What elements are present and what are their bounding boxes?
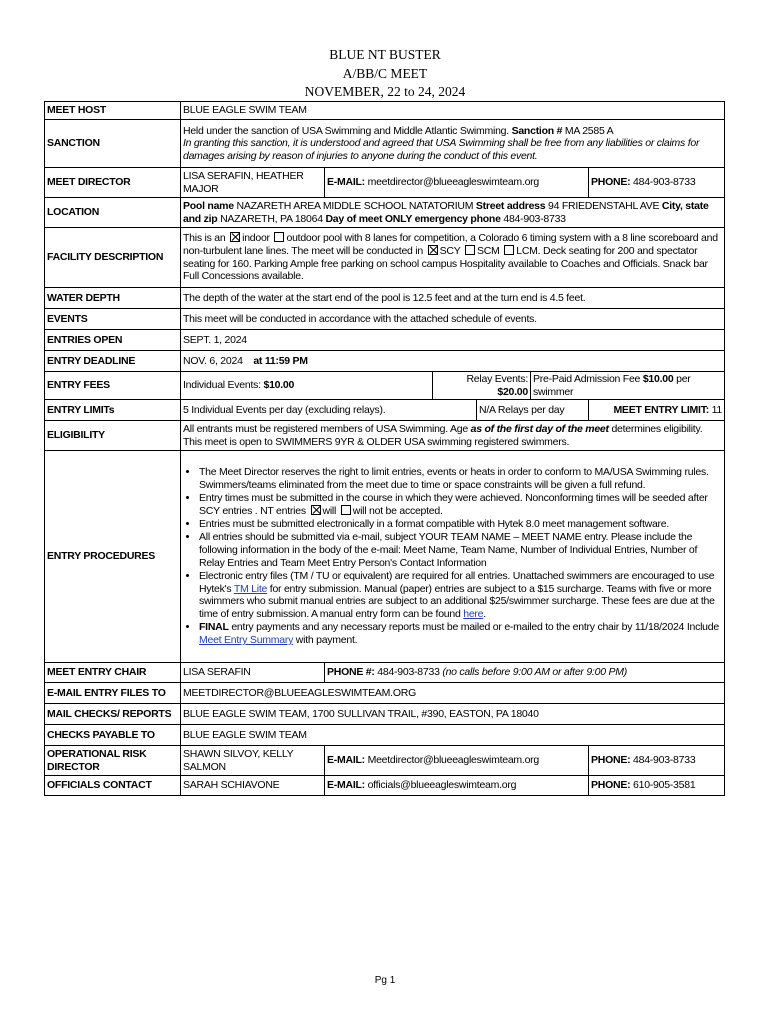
officials-contact-email bbox=[325, 776, 589, 796]
entry-deadline-time: at 11:59 PM bbox=[253, 354, 308, 367]
facility-value bbox=[181, 228, 725, 288]
row-water-depth bbox=[45, 288, 725, 309]
row-email-entry bbox=[45, 683, 725, 704]
individual-fee-value: $10.00 bbox=[263, 379, 295, 392]
meet-entry-limit bbox=[589, 400, 725, 421]
procedure-text: All entries should be submitted via e-mail, subject YOUR TEAM NAME – MEET NAME entry. Please include the following information in the body of the e-mail: Meet Name, Team Name, Number of Individual Entries, Number of Relay Entries and Team Meet Entry Person's Contact Information bbox=[199, 530, 698, 569]
meet-director-email-value: meetdirector@blueeagleswimteam.org bbox=[367, 176, 539, 189]
officials-contact-phone bbox=[589, 776, 725, 796]
water-depth-label: WATER DEPTH bbox=[45, 288, 181, 309]
scy-checkbox[interactable] bbox=[428, 245, 438, 255]
officials-contact-label: OFFICIALS CONTACT bbox=[45, 776, 181, 796]
individual-fee-label: Individual Events: bbox=[183, 379, 261, 392]
entry-procedures-label: ENTRY PROCEDURES bbox=[45, 451, 181, 663]
procedure-item bbox=[199, 621, 722, 647]
meet-director-name: LISA SERAFIN, HEATHER MAJOR bbox=[181, 168, 325, 198]
mail-checks-value: BLUE EAGLE SWIM TEAM, 1700 SULLIVAN TRAIL, #390, EASTON, PA 18040 bbox=[181, 704, 725, 725]
operational-risk-phone bbox=[589, 746, 725, 776]
procedure-text: will bbox=[322, 505, 337, 518]
eligibility-label: ELIGIBILITY bbox=[45, 421, 181, 451]
meet-director-label: MEET DIRECTOR bbox=[45, 168, 181, 198]
procedure-text: for entry submission. Manual (paper) entries are subject to a $15 surcharge. Teams with five or more swimmers who submit manual entries are subject to an additional $25/swimmer surcharge. These fees are due at the time of entry submission. A manual entry form can be found bbox=[199, 582, 715, 621]
prepaid-admission-label: Pre-Paid Admission Fee bbox=[533, 373, 641, 385]
sanction-disclaimer: In granting this sanction, it is understood and agreed that USA Swimming shall be free from any liabilities or claims for damages arising by reason of injuries to anyone during the conduct of this event. bbox=[183, 137, 700, 162]
operational-risk-label: OPERATIONAL RISK DIRECTOR bbox=[45, 746, 181, 776]
sanction-number: MA 2585 A bbox=[564, 124, 614, 137]
entries-open-value: SEPT. 1, 2024 bbox=[181, 330, 725, 351]
day-of-meet-phone: 484-903-8733 bbox=[503, 212, 566, 225]
officials-contact-phone-value: 610-905-3581 bbox=[633, 779, 696, 792]
procedure-item bbox=[199, 492, 722, 518]
row-entry-fees bbox=[45, 372, 725, 400]
row-events bbox=[45, 309, 725, 330]
meet-entry-chair-call-note: (no calls before 9:00 AM or after 9:00 PM) bbox=[442, 666, 627, 679]
procedure-item bbox=[199, 570, 722, 622]
city-value: NAZARETH, PA 18064 bbox=[220, 212, 323, 225]
row-checks-payable bbox=[45, 725, 725, 746]
row-entries-open bbox=[45, 330, 725, 351]
entry-deadline-label: ENTRY DEADLINE bbox=[45, 351, 181, 372]
row-sanction bbox=[45, 120, 725, 168]
row-entry-procedures bbox=[45, 451, 725, 663]
relay-fee-label: Relay Events: bbox=[466, 373, 528, 385]
manual-entry-form-link[interactable]: here bbox=[463, 608, 484, 621]
meet-entry-chair-phone bbox=[325, 663, 725, 683]
row-officials-contact bbox=[45, 776, 725, 796]
procedure-item bbox=[199, 518, 722, 531]
meet-title-line-3: NOVEMBER, 22 to 24, 2024 bbox=[304, 84, 466, 99]
sanction-number-label: Sanction # bbox=[511, 124, 563, 137]
officials-contact-email-value: officials@blueeagleswimteam.org bbox=[367, 779, 517, 792]
procedure-text: Entry times must be submitted in the course in which they were achieved. Nonconforming times will be seeded after SCY entries . NT entries bbox=[199, 492, 708, 518]
procedure-text: The Meet Director reserves the right to limit entries, events or heats in order to conform to MA/USA Swimming rules. Swimmers/teams eliminated from the meet due to time or space constraints will be given a full refund. bbox=[199, 466, 709, 492]
facility-intro: This is an bbox=[183, 232, 226, 245]
scy-text: SCY bbox=[439, 244, 461, 257]
water-depth-value: The depth of the water at the start end of the pool is 12.5 feet and at the turn end is 4.5 feet. bbox=[181, 288, 725, 309]
prepaid-admission bbox=[531, 372, 725, 400]
procedure-text: Entries must be submitted electronically in a format compatible with Hytek 8.0 meet management software. bbox=[199, 517, 670, 530]
nt-will-not-checkbox[interactable] bbox=[341, 505, 351, 515]
row-meet-entry-chair bbox=[45, 663, 725, 683]
relay-fee-value: $20.00 bbox=[497, 385, 528, 398]
sanction-text: Held under the sanction of USA Swimming and Middle Atlantic Swimming. bbox=[183, 124, 509, 137]
facility-label: FACILITY DESCRIPTION bbox=[45, 228, 181, 288]
officials-contact-phone-label: PHONE: bbox=[591, 779, 631, 792]
row-facility bbox=[45, 228, 725, 288]
street-address: 94 FRIEDENSTAHL AVE bbox=[548, 199, 660, 212]
email-entry-value: MEETDIRECTOR@BLUEEAGLESWIMTEAM.ORG bbox=[181, 683, 725, 704]
eligibility-text-2: determines eligibility. This meet is open to SWIMMERS 9YR & OLDER USA swimming registered swimmers. bbox=[183, 423, 703, 448]
row-location bbox=[45, 198, 725, 228]
operational-risk-email-label: E-MAIL: bbox=[327, 754, 365, 767]
meet-director-email-label: E-MAIL: bbox=[327, 176, 365, 189]
row-meet-director bbox=[45, 168, 725, 198]
checks-payable-value: BLUE EAGLE SWIM TEAM bbox=[181, 725, 725, 746]
row-mail-checks bbox=[45, 704, 725, 725]
officials-contact-email-label: E-MAIL: bbox=[327, 779, 365, 792]
street-address-label: Street address bbox=[475, 199, 546, 212]
operational-risk-phone-value: 484-903-8733 bbox=[633, 754, 696, 767]
meet-host-label: MEET HOST bbox=[45, 102, 181, 120]
row-meet-host bbox=[45, 102, 725, 120]
procedure-item bbox=[199, 466, 722, 492]
procedure-text: entry payments and any necessary reports must be mailed or e-mailed to the entry chair by 11/18/2024 Include bbox=[231, 621, 719, 634]
entry-limits-label: ENTRY LIMITs bbox=[45, 400, 181, 421]
individual-fee bbox=[181, 372, 433, 400]
officials-contact-name: SARAH SCHIAVONE bbox=[181, 776, 325, 796]
pool-name-label: Pool name bbox=[183, 199, 234, 212]
sanction-value bbox=[181, 120, 725, 168]
eligibility-text-1: All entrants must be registered members of USA Swimming. Age bbox=[183, 423, 468, 436]
entries-open-label: ENTRIES OPEN bbox=[45, 330, 181, 351]
day-of-meet-phone-label: Day of meet ONLY emergency phone bbox=[325, 212, 501, 225]
nt-will-checkbox[interactable] bbox=[311, 505, 321, 515]
meet-entry-chair-label: MEET ENTRY CHAIR bbox=[45, 663, 181, 683]
scm-checkbox[interactable] bbox=[465, 245, 475, 255]
events-label: EVENTS bbox=[45, 309, 181, 330]
meet-entry-limit-label: MEET ENTRY LIMIT: bbox=[613, 403, 709, 416]
prepaid-admission-suffix: per swimmer bbox=[533, 373, 691, 398]
operational-risk-email-value: Meetdirector@blueeagleswimteam.org bbox=[367, 754, 539, 767]
operational-risk-email bbox=[325, 746, 589, 776]
page-number: Pg 1 bbox=[374, 975, 396, 986]
meet-director-email bbox=[325, 168, 589, 198]
individual-events-limit: 5 Individual Events per day (excluding relays). bbox=[181, 400, 477, 421]
meet-entry-chair-phone-value: 484-903-8733 bbox=[377, 666, 440, 679]
operational-risk-name: SHAWN SILVOY, KELLY SALMON bbox=[181, 746, 325, 776]
row-entry-deadline bbox=[45, 351, 725, 372]
row-entry-limits bbox=[45, 400, 725, 421]
meet-entry-summary-link[interactable]: Meet Entry Summary bbox=[199, 634, 294, 647]
entry-deadline-value bbox=[181, 351, 725, 372]
meet-title-line-2: A/BB/C MEET bbox=[342, 66, 428, 81]
meet-entry-limit-value: 11 bbox=[711, 403, 723, 416]
mail-checks-label: MAIL CHECKS/ REPORTS bbox=[45, 704, 181, 725]
eligibility-value bbox=[181, 421, 725, 451]
entry-fees-label: ENTRY FEES bbox=[45, 372, 181, 400]
outdoor-checkbox[interactable] bbox=[274, 232, 284, 242]
meet-director-phone bbox=[589, 168, 725, 198]
procedure-item bbox=[199, 531, 722, 570]
procedure-text: FINAL bbox=[199, 621, 229, 634]
checks-payable-label: CHECKS PAYABLE TO bbox=[45, 725, 181, 746]
meet-info-table bbox=[44, 101, 725, 796]
meet-director-phone-value: 484-903-8733 bbox=[633, 176, 696, 189]
meet-director-phone-label: PHONE: bbox=[591, 176, 631, 189]
indoor-checkbox[interactable] bbox=[230, 232, 240, 242]
meet-entry-chair-name: LISA SERAFIN bbox=[181, 663, 325, 683]
entry-procedures-value bbox=[181, 451, 725, 663]
lcm-text: LCM. Deck seating for 200 and spectator seating for 160. Parking Ample free parking on school campus Hospitality available to Coaches and Officials. Snack bar Full Concessions available. bbox=[183, 244, 708, 283]
scm-text: SCM bbox=[476, 244, 500, 257]
tm-lite-link[interactable]: TM Lite bbox=[233, 582, 268, 595]
meet-host-value: BLUE EAGLE SWIM TEAM bbox=[181, 102, 725, 120]
city-label: City, state and zip bbox=[183, 199, 709, 225]
relays-limit: N/A Relays per day bbox=[477, 400, 589, 421]
location-value bbox=[181, 198, 725, 228]
prepaid-admission-value: $10.00 bbox=[642, 373, 674, 385]
events-value: This meet will be conducted in accordance with the attached schedule of events. bbox=[181, 309, 725, 330]
email-entry-label: E-MAIL ENTRY FILES TO bbox=[45, 683, 181, 704]
procedure-text: with payment. bbox=[295, 634, 358, 647]
row-operational-risk bbox=[45, 746, 725, 776]
sanction-label: SANCTION bbox=[45, 120, 181, 168]
eligibility-age-rule: as of the first day of the meet bbox=[470, 423, 609, 436]
entry-deadline-date: NOV. 6, 2024 bbox=[183, 354, 243, 367]
pool-name: NAZARETH AREA MIDDLE SCHOOL NATATORIUM bbox=[236, 199, 474, 212]
meet-title-line-1: BLUE NT BUSTER bbox=[329, 47, 441, 62]
meet-entry-chair-phone-label: PHONE #: bbox=[327, 666, 375, 679]
location-label: LOCATION bbox=[45, 198, 181, 228]
procedure-text: . bbox=[483, 608, 486, 621]
row-eligibility bbox=[45, 421, 725, 451]
relay-fee bbox=[433, 372, 531, 400]
entry-procedures-list bbox=[183, 466, 722, 647]
lcm-checkbox[interactable] bbox=[504, 245, 514, 255]
facility-text: outdoor pool with 8 lanes for competition, a Colorado 6 timing system with a 8 line scoreboard and non-turbulent lane lines. The meet will be conducted in bbox=[183, 232, 718, 257]
procedure-text: Electronic entry files (TM / TU or equivalent) are required for all entries. Unattached swimmers are encouraged to use Hytek's bbox=[199, 569, 715, 595]
procedure-text: will not be accepted. bbox=[352, 505, 443, 518]
indoor-text: indoor bbox=[242, 232, 270, 245]
operational-risk-phone-label: PHONE: bbox=[591, 754, 631, 767]
